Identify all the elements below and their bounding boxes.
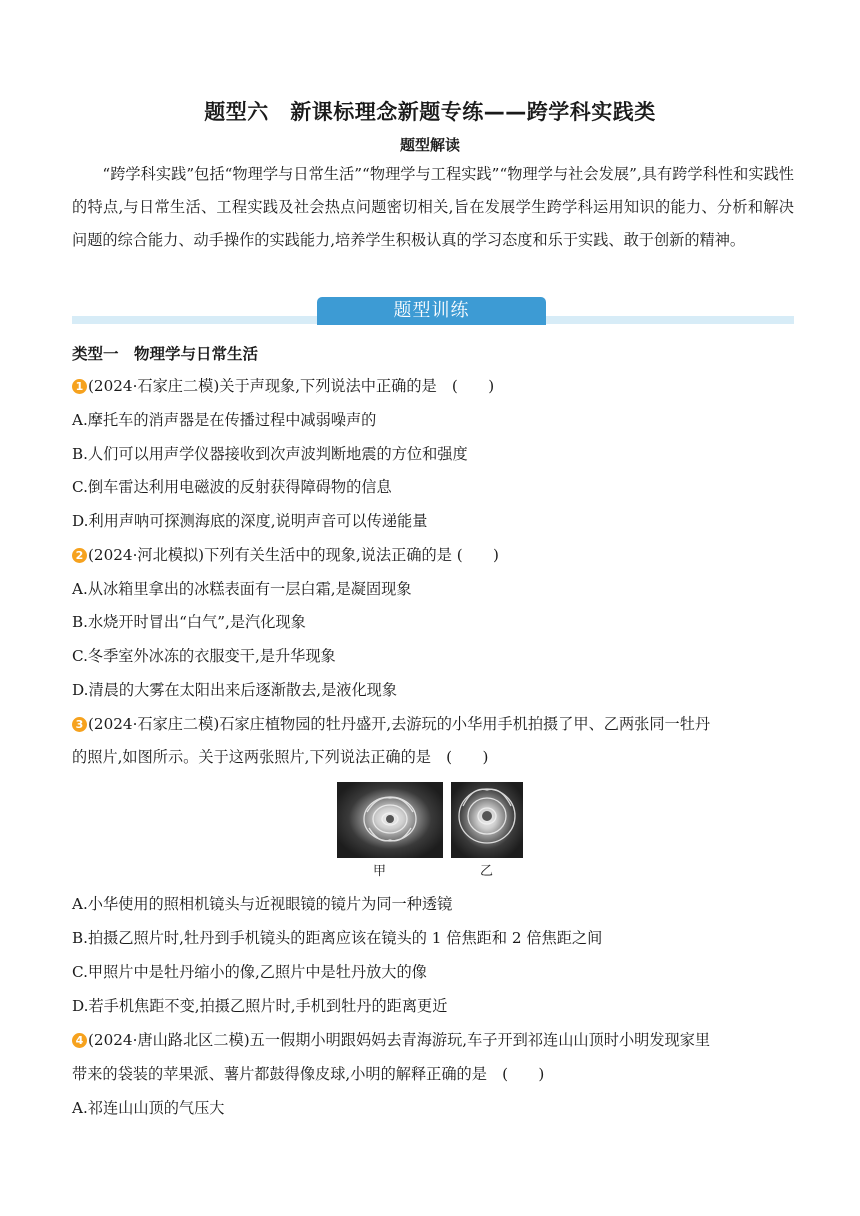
question-4-stem	[72, 1029, 794, 1051]
question-2-option-b: B.水烧开时冒出“白气”,是汽化现象	[72, 613, 306, 631]
question-1-option-d: D.利用声呐可探测海底的深度,说明声音可以传递能量	[72, 512, 428, 530]
question-stem-text: (2024·石家庄二模)关于声现象,下列说法中正确的是 ( )	[88, 377, 495, 395]
page-title: 题型六 新课标理念新题专练——跨学科实践类	[204, 100, 656, 124]
question-1-stem	[72, 375, 794, 397]
question-stem-text: (2024·石家庄二模)石家庄植物园的牡丹盛开,去游玩的小华用手机拍摄了甲、乙两张同一牡丹	[88, 715, 711, 733]
banner-tab: 题型训练	[317, 297, 546, 325]
question-2-stem	[72, 544, 794, 566]
question-3-option-b: B.拍摄乙照片时,牡丹到手机镜头的距离应该在镜头的 1 倍焦距和 2 倍焦距之间	[72, 929, 603, 947]
photo-caption-jia: 甲	[373, 864, 387, 879]
question-3-option-a: A.小华使用的照相机镜头与近视眼镜的镜片为同一种透镜	[72, 895, 453, 913]
question-number-badge: 3	[72, 717, 87, 732]
section-title: 类型一 物理学与日常生活	[72, 345, 259, 363]
question-stem-text: (2024·河北模拟)下列有关生活中的现象,说法正确的是 ( )	[88, 546, 499, 564]
question-3-option-c: C.甲照片中是牡丹缩小的像,乙照片中是牡丹放大的像	[72, 963, 427, 981]
section-subtitle: 题型解读	[399, 136, 460, 154]
question-2-option-a: A.从冰箱里拿出的冰糕表面有一层白霜,是凝固现象	[72, 580, 412, 598]
question-number-badge: 2	[72, 548, 87, 563]
question-3-option-d: D.若手机焦距不变,拍摄乙照片时,手机到牡丹的距离更近	[72, 997, 448, 1015]
peony-flower-icon	[451, 782, 523, 858]
question-3-stem	[72, 713, 794, 735]
question-number-badge: 4	[72, 1033, 87, 1048]
photo-caption-yi: 乙	[480, 864, 494, 879]
question-4-option-a: A.祁连山山顶的气压大	[72, 1099, 225, 1117]
question-3-stem-line2: 的照片,如图所示。关于这两张照片,下列说法正确的是 ( )	[72, 748, 489, 766]
peony-flower-icon	[337, 782, 443, 858]
intro-paragraph: “跨学科实践”包括“物理学与日常生活”“物理学与工程实践”“物理学与社会发展”,具有跨学科性和实践性的特点,与日常生活、工程实践及社会热点问题密切相关,旨在发展学生跨学科运用知识的能力、分析和解决问题的综合能力、动手操作的实践能力,培养学生积极认真的学习态度和乐于实践、敢于创新的精神。	[72, 165, 794, 249]
question-1-option-b: B.人们可以用声学仪器接收到次声波判断地震的方位和强度	[72, 445, 468, 463]
question-1-option-a: A.摩托车的消声器是在传播过程中减弱噪声的	[72, 411, 377, 429]
question-2-option-d: D.清晨的大雾在太阳出来后逐渐散去,是液化现象	[72, 681, 398, 699]
peony-photo-jia	[337, 782, 443, 858]
question-2-option-c: C.冬季室外冰冻的衣服变干,是升华现象	[72, 647, 336, 665]
question-number-badge: 1	[72, 379, 87, 394]
question-4-stem-line2: 带来的袋装的苹果派、薯片都鼓得像皮球,小明的解释正确的是 ( )	[72, 1065, 545, 1083]
question-stem-text: (2024·唐山路北区二模)五一假期小明跟妈妈去青海游玩,车子开到祁连山山顶时小明发现家里	[88, 1031, 711, 1049]
peony-photo-yi	[451, 782, 523, 858]
question-1-option-c: C.倒车雷达利用电磁波的反射获得障碍物的信息	[72, 478, 392, 496]
